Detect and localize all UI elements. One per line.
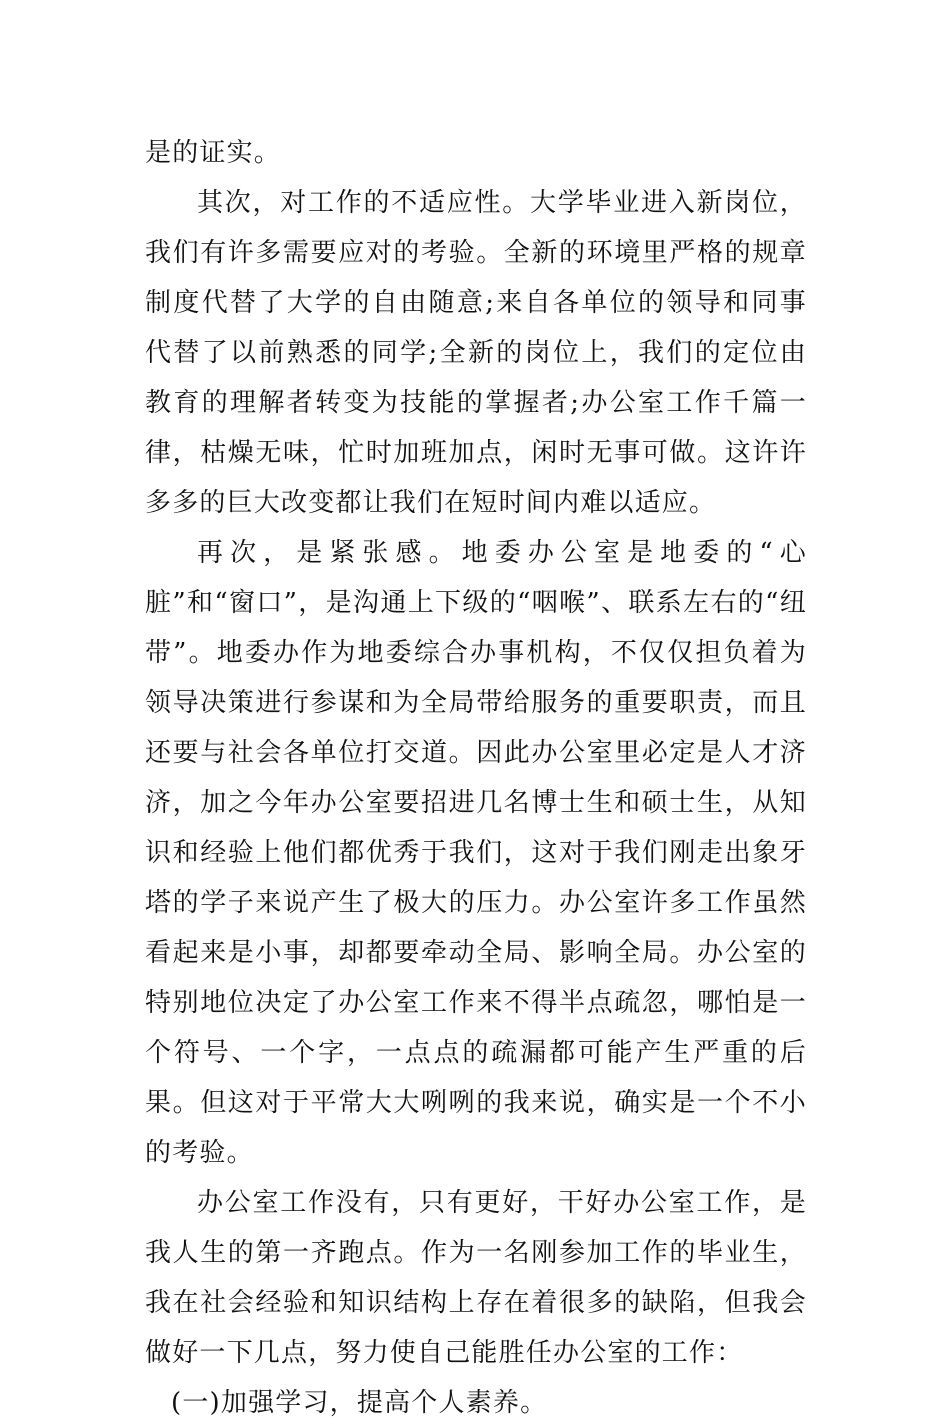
paragraph-maladaptation: 其次，对工作的不适应性。大学毕业进入新岗位，我们有许多需要应对的考验。全新的环境里严格的规章制度代替了大学的自由随意;来自各单位的领导和同事代替了以前熟悉的同学;全新的岗位上，我们的定位由教育的理解者转变为技能的掌握者;办公室工作千篇一律，枯燥无味，忙时加班加点，闲时无事可做。这许许多多的巨大改变都让我们在短时间内难以适应。: [145, 188, 807, 518]
section-heading-study: (一)加强学习，提高个人素养。: [171, 1388, 548, 1418]
paragraph-commitment: 办公室工作没有，只有更好，干好办公室工作，是我人生的第一齐跑点。作为一名刚参加工作的毕业生，我在社会经验和知识结构上存在着很多的缺陷，但我会做好一下几点，努力使自己能胜任办公室的工作：: [145, 1188, 807, 1368]
paragraph-tension: 再次，是紧张感。地委办公室是地委的“心脏”和“窗口”，是沟通上下级的“咽喉”、联系左右的“纽带”。地委办作为地委综合办事机构，不仅仅担负着为领导决策进行参谋和为全局带给服务的重要职责，而且还要与社会各单位打交道。因此办公室里必定是人才济济，加之今年办公室要招进几名博士生和硕士生，从知识和经验上他们都优秀于我们，这对于我们刚走出象牙塔的学子来说产生了极大的压力。办公室许多工作虽然看起来是小事，却都要牵动全局、影响全局。办公室的特别地位决定了办公室工作来不得半点疏忽，哪怕是一个符号、一个字，一点点的疏漏都可能产生严重的后果。但这对于平常大大咧咧的我来说，确实是一个不小的考验。: [145, 538, 807, 1168]
document-body: [145, 128, 807, 1428]
paragraph-continuation: 是的证实。: [145, 138, 282, 168]
